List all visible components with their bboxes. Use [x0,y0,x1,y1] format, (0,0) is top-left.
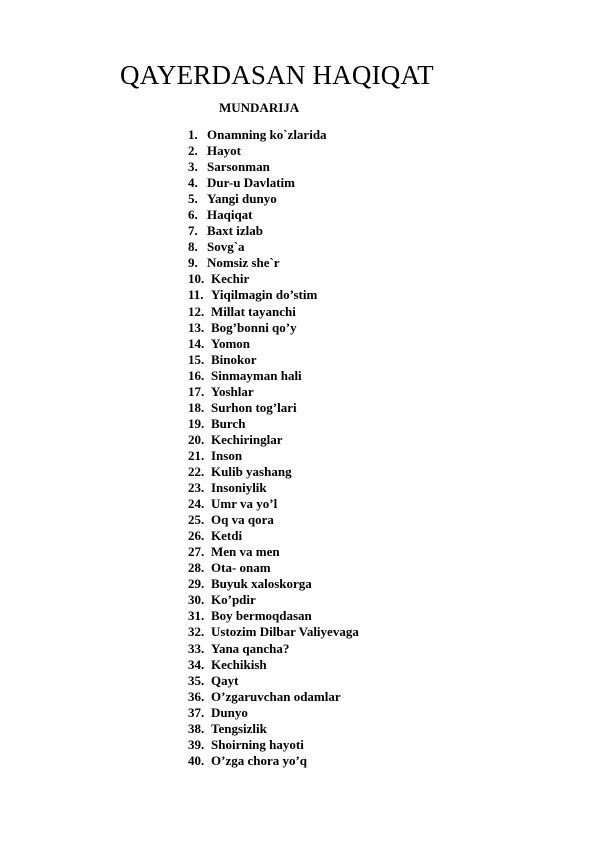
toc-item [188,143,359,159]
toc-item [188,657,359,673]
toc-item-number: 27. [188,544,205,560]
toc-item [188,432,359,448]
toc-item-label: Ota- onam [211,560,271,576]
toc-item-number: 14. [188,335,205,351]
toc-item [188,400,359,416]
toc-item [188,287,359,303]
toc-item [188,721,359,737]
toc-item-number: 13. [188,319,205,335]
toc-item [188,673,359,689]
toc-item-number: 35. [188,672,205,688]
toc-item [188,608,359,624]
toc-item-number: 2. [188,143,198,159]
toc-item [188,576,359,592]
toc-item-number: 40. [188,752,205,768]
toc-item-label: Yomon [211,335,251,351]
toc-item [188,737,359,753]
toc-item-label: Ustozim Dilbar Valiyevaga [211,624,359,640]
toc-item-label: Yiqilmagin do’stim [211,287,318,303]
toc-item-number: 29. [188,576,205,592]
toc-item-label: Binokor [211,351,257,367]
toc-item [188,464,359,480]
toc-item [188,416,359,432]
toc-item-label: Umr va yo’l [211,496,278,512]
toc-item-label: Oq va qora [211,512,274,528]
toc-item-label: Nomsiz she`r [207,255,280,271]
toc-item-number: 33. [188,640,205,656]
toc-item [188,384,359,400]
toc-item-label: Kechikish [211,656,267,672]
toc-item-number: 28. [188,560,205,576]
toc-item-label: Hayot [207,143,241,159]
toc-item-number: 8. [188,239,198,255]
toc-item-number: 9. [188,255,198,271]
toc-item [188,641,359,657]
toc-item-number: 39. [188,736,205,752]
toc-item-label: O’zgaruvchan odamlar [211,688,341,704]
toc-item-number: 1. [188,127,198,142]
toc-item-number: 22. [188,463,205,479]
toc-item-label: Dunyo [211,704,248,720]
toc-item-number: 15. [188,351,205,367]
toc-item-label: Ko’pdir [211,592,256,608]
toc-item-label: Insoniylik [211,480,267,496]
toc-item-label: Tengsizlik [211,720,267,736]
toc-item-label: Sovg`a [207,239,245,255]
toc-item [188,175,359,191]
toc-item [188,255,359,271]
toc-item-number: 23. [188,480,205,496]
toc-item-label: Yana qancha? [211,640,290,656]
toc-item [188,480,359,496]
toc-item [188,624,359,640]
toc-item-number: 4. [188,175,198,191]
page-title: QAYERDASAN HAQIQAT [120,60,434,90]
toc-item-label: Sinmayman hali [211,367,302,383]
toc-item-label: Millat tayanchi [211,303,296,319]
toc-item [188,159,359,175]
toc-item-label: O’zga chora yo’q [211,752,308,768]
toc-item-label: Ketdi [211,528,243,544]
toc-item [188,368,359,384]
toc-item-label: Surhon tog’lari [211,399,297,415]
toc-item [188,352,359,368]
toc-item-label: Bog’bonni qo’y [211,319,297,335]
toc-item-number: 25. [188,512,205,528]
toc-item-number: 16. [188,367,205,383]
toc-item [188,689,359,705]
toc-item-number: 26. [188,528,205,544]
toc-item-label: Onamning ko`zlarida [207,127,327,142]
toc-item-number: 21. [188,447,205,463]
toc-item [188,496,359,512]
toc-item-number: 19. [188,415,205,431]
toc-item-number: 6. [188,207,198,223]
toc-item-number: 7. [188,223,198,239]
toc-item-number: 37. [188,704,205,720]
toc-item-number: 31. [188,608,205,624]
toc-item-label: Kechir [211,271,250,287]
toc-item [188,705,359,721]
toc-item-label: Haqiqat [207,207,253,223]
toc-item [188,448,359,464]
toc-item-number: 24. [188,496,205,512]
toc-item-number: 17. [188,383,205,399]
toc-item-number: 10. [188,271,205,287]
toc-item [188,560,359,576]
toc-item-number: 34. [188,656,205,672]
toc-item-label: Sarsonman [207,159,270,175]
toc-item [188,753,359,769]
toc-item [188,512,359,528]
toc-item-label: Yoshlar [211,383,254,399]
toc-item-number: 18. [188,399,205,415]
toc-item-number: 5. [188,191,198,207]
table-of-contents [188,127,359,769]
toc-item [188,127,359,143]
toc-item-label: Shoirning hayoti [211,736,304,752]
toc-item [188,592,359,608]
toc-item [188,304,359,320]
toc-item-number: 30. [188,592,205,608]
toc-item-number: 20. [188,431,205,447]
toc-item-label: Burch [211,415,246,431]
toc-item [188,544,359,560]
toc-item [188,191,359,207]
toc-item-number: 3. [188,159,198,175]
toc-item-label: Qayt [211,672,239,688]
toc-item-number: 32. [188,624,205,640]
toc-item [188,528,359,544]
toc-item-number: 38. [188,720,205,736]
toc-item-label: Boy bermoqdasan [211,608,312,624]
toc-item [188,320,359,336]
toc-item-label: Kechiringlar [211,431,283,447]
toc-item [188,336,359,352]
toc-item-label: Dur-u Davlatim [207,175,295,191]
toc-item [188,239,359,255]
toc-item-label: Kulib yashang [211,463,292,479]
toc-item-number: 36. [188,688,205,704]
toc-item [188,223,359,239]
toc-item-label: Buyuk xaloskorga [211,576,312,592]
toc-item [188,271,359,287]
contents-heading: MUNDARIJA [219,100,300,115]
toc-item-label: Inson [211,447,243,463]
toc-item [188,207,359,223]
toc-item-number: 12. [188,303,205,319]
toc-item-number: 11. [188,287,204,303]
toc-item-label: Baxt izlab [207,223,263,239]
toc-item-label: Men va men [211,544,280,560]
toc-item-label: Yangi dunyo [207,191,277,207]
